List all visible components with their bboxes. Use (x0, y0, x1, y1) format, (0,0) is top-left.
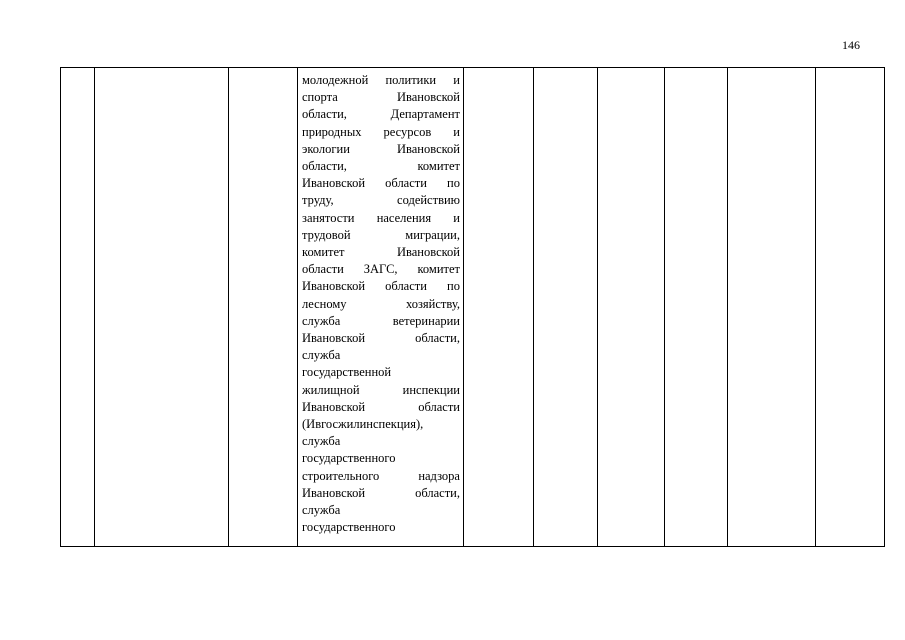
page-number: 146 (842, 38, 860, 52)
text-line: Ивановской области по (302, 176, 460, 191)
text-line: служба (302, 434, 341, 449)
text-line: трудовой миграции, (302, 227, 460, 242)
table-row (61, 68, 885, 547)
text-line: области, комитет (302, 159, 460, 174)
text-line: Ивановской области, (302, 331, 460, 346)
text-line: (Ивгосжилинспекция), (302, 417, 424, 432)
text-line: Ивановской области (302, 399, 460, 414)
text-line: служба ветеринарии (302, 313, 460, 328)
document-table (60, 67, 885, 547)
text-line: государственного (302, 520, 396, 535)
text-line: труду, содействию (302, 193, 460, 208)
text-line: лесному хозяйству, (302, 296, 460, 311)
table-cell-period (229, 68, 298, 547)
table-cell-executors (298, 68, 464, 547)
table-cell-value-3 (598, 68, 665, 547)
table-cell-value-4 (665, 68, 728, 547)
text-line: занятости населения и (302, 210, 460, 225)
table-cell-value-2 (534, 68, 598, 547)
text-line: жилищной инспекции (302, 382, 460, 397)
text-line: строительного надзора (302, 468, 460, 483)
text-line: комитет Ивановской (302, 245, 460, 260)
text-line: служба (302, 348, 341, 363)
text-line: спорта Ивановской (302, 90, 460, 105)
text-line: области, Департамент (302, 107, 460, 122)
table-cell-name (95, 68, 229, 547)
text-line: молодежной политики и (302, 73, 460, 87)
table-cell-number (61, 68, 95, 547)
table-cell-value-5 (728, 68, 816, 547)
text-line: области ЗАГС, комитет (302, 262, 460, 277)
text-line: государственной (302, 365, 392, 380)
table-cell-value-1 (464, 68, 534, 547)
text-line: Ивановской области, (302, 485, 460, 500)
text-line: природных ресурсов и (302, 124, 460, 139)
text-line: экологии Ивановской (302, 141, 460, 156)
text-line: служба (302, 503, 341, 518)
text-line: государственного (302, 451, 396, 466)
table-cell-value-6 (816, 68, 885, 547)
text-line: Ивановской области по (302, 279, 460, 294)
executors-text (298, 68, 463, 536)
